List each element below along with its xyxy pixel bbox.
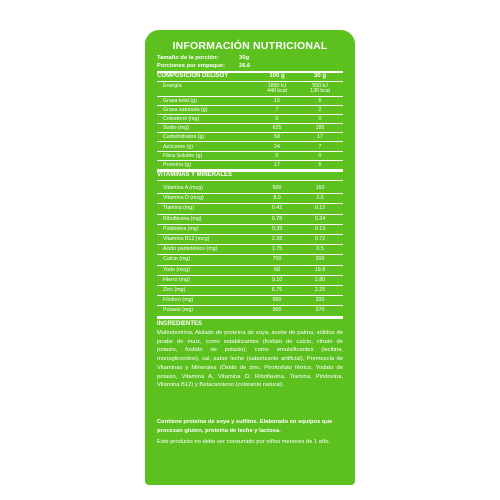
nutrient-row [157, 204, 343, 214]
nutrient-value-100g: 0.39 [271, 225, 283, 232]
nutrient-value-100g: 700 [272, 256, 282, 263]
nutrient-name: Potasio (mg) [163, 307, 194, 314]
nutrient-row [157, 215, 343, 225]
nutrient-value-30g: 2 [318, 107, 322, 114]
nutrient-row-energy [157, 82, 343, 97]
nutrient-value-100g: 1.75 [271, 246, 283, 253]
nutrient-value-30g: 0.12 [314, 205, 326, 212]
nutrient-row [157, 152, 343, 161]
nutrient-value-30g: 5 [318, 161, 322, 168]
nutrient-row [157, 184, 343, 194]
nutrient-value-30g: 2.80 [314, 276, 326, 283]
allergen-statement: Contiene proteína de soya y sulfitos. Elaborado en equipos que procesan gluten, proteína de leche y lactosa. [157, 419, 333, 434]
serving-size-value: 30g [239, 55, 249, 61]
nutrient-value-30g: 200 [315, 297, 325, 304]
nutrient-name: Hierro (mg) [163, 276, 190, 283]
nutrient-value-100g: 8.0 [273, 195, 281, 202]
nutrient-row [157, 286, 343, 296]
nutrient-value-30g: 7 [318, 143, 322, 150]
nutrient-name: Vitamina A (mcg) [163, 185, 203, 191]
nutrient-row [157, 124, 343, 133]
nutrient-row [157, 133, 343, 142]
divider [157, 317, 343, 319]
column-header-100g: 100 g [269, 73, 285, 79]
nutrient-row [157, 161, 343, 170]
nutrient-value-100g: 0 [275, 152, 279, 159]
nutrient-value-100g: 7 [275, 107, 279, 114]
nutrient-row [157, 255, 343, 265]
panel-title: INFORMACIÓN NUTRICIONAL [172, 40, 328, 52]
nutrient-value-30g: 0.72 [314, 236, 326, 242]
nutrient-value-30g: 0.24 [314, 215, 326, 222]
nutrient-name: Fibra Soluble (g) [163, 152, 203, 159]
serving-size-label: Tamaño de la porción: [157, 55, 219, 61]
servings-per-pack-label: Porciones por empaque: [157, 63, 225, 69]
nutrient-name: Grasa total (g) [163, 98, 197, 104]
nutrient-value-100g: 900 [272, 307, 282, 314]
nutrient-name: Piridoxina (mg) [163, 225, 199, 232]
nutrient-value-100g: 1850 kJ [267, 83, 287, 89]
ingredients-text: Maltodextrina, Aislado de proteína de soya, aceite de palma, sólidos de jarabe de maíz, como estabilizantes (fosfato de calcio, citrato de potasio, fosfato de potasio); como emulsificantes (lecitina, monogliceridos), sal, sabor leche (saborizante artificial), Premezcla de Vitaminas y Minerales (Óxido de zinc, Pirofosfato férrico, Yodato de potasio, Vitamina A, Vitamina D, Riboflavina, Tiamina, Piridoxina, Vitamina B12) y Betacaroteno (colorante natural). [157, 330, 343, 389]
nutrient-value-100g: 600 [272, 185, 282, 191]
nutrition-panel [145, 30, 355, 485]
nutrient-value-100g: 660 [272, 297, 282, 304]
nutrient-value-30g: 160 [315, 185, 325, 191]
nutrient-name: Riboflavina (mg) [163, 215, 202, 222]
age-warning: Este producto no debe ser consumido por niños menores de 1 año. [157, 439, 331, 445]
nutrient-name: Proteína (g) [163, 161, 191, 168]
nutrient-row [157, 296, 343, 306]
nutrient-value-100g: 58 [274, 134, 280, 141]
ingredients-heading: INGREDIENTES [157, 321, 203, 327]
nutrient-value-100g: 6.75 [271, 287, 283, 293]
nutrient-value-30g: 2.25 [314, 287, 326, 293]
nutrient-name: Tiamina (mg) [163, 205, 195, 212]
nutrient-row [157, 225, 343, 235]
nutrient-value-30g: 185 [315, 125, 325, 132]
nutrient-name: Ácido pantoténico (mg) [163, 246, 218, 253]
divider [157, 180, 343, 181]
nutrient-name: Calcio (mg) [163, 256, 191, 263]
nutrient-name: Energía [163, 83, 182, 89]
nutrient-name: Carbohidratos (g) [163, 134, 205, 141]
nutrient-name: Vitamina D (mcg) [163, 195, 204, 202]
nutrient-row [157, 106, 343, 115]
nutrient-row [157, 97, 343, 106]
nutrient-value-30g: 17 [317, 134, 323, 141]
nutrient-value-30g: 0.5 [316, 246, 324, 253]
servings-per-pack-value: 26.6 [239, 63, 251, 69]
nutrient-row [157, 266, 343, 276]
nutrient-row [157, 235, 343, 245]
nutrient-value-30g: 550 kJ [312, 83, 328, 89]
nutrient-value-100g: 17 [274, 161, 280, 168]
nutrient-row [157, 194, 343, 204]
column-header-30g: 30 g [313, 73, 326, 79]
nutrient-name: Colesterol (mg) [163, 116, 200, 123]
nutrient-row [157, 306, 343, 316]
serving-size [157, 55, 249, 61]
nutrient-row [157, 245, 343, 255]
nutrient-row [157, 143, 343, 152]
nutrient-value-30g: 270 [315, 307, 325, 314]
nutrient-name: Sodio (mg) [163, 125, 189, 132]
nutrient-name: Zinc (mg) [163, 287, 186, 293]
nutrient-value-30g: 0 [318, 152, 322, 159]
composition-heading: COMPOSICIÓN DELISOY [157, 73, 229, 79]
nutrient-value-30g: 5 [318, 98, 322, 104]
nutrient-value-30g: 200 [315, 256, 325, 263]
nutrient-value-100g: 0 [275, 116, 279, 123]
nutrient-value-100g-kcal: 440 kcal [267, 88, 287, 94]
nutrient-value-100g: 625 [272, 125, 282, 132]
nutrient-name: Fósforo (mg) [163, 297, 194, 304]
nutrient-value-100g: 0.42 [271, 205, 283, 212]
nutrient-value-100g: 9.10 [271, 276, 283, 283]
nutrient-row [157, 115, 343, 124]
nutrient-name: Grasa saturada (g) [163, 107, 208, 114]
nutrient-value-100g: 0.78 [271, 215, 283, 222]
nutrient-value-30g: 2.5 [316, 195, 324, 202]
servings-per-pack [157, 63, 250, 69]
vitamins-heading: VITAMINAS Y MINERALES [157, 172, 233, 178]
nutrient-value-30g: 0.13 [314, 225, 326, 232]
nutrient-value-100g: 24 [274, 143, 280, 150]
nutrient-value-30g: 0 [318, 116, 322, 123]
nutrient-value-30g: 19.8 [314, 266, 326, 273]
nutrient-value-100g: 68 [274, 266, 280, 273]
nutrient-value-30g-kcal: 130 kcal [310, 88, 330, 94]
nutrient-name: Azúcares (g) [163, 143, 194, 150]
nutrient-name: Yodo (mcg) [163, 266, 190, 273]
nutrient-name: Vitamina B12 (mcg) [163, 236, 210, 242]
nutrient-value-100g: 2.28 [271, 236, 283, 242]
nutrient-row [157, 276, 343, 286]
nutrient-value-100g: 15 [274, 98, 280, 104]
